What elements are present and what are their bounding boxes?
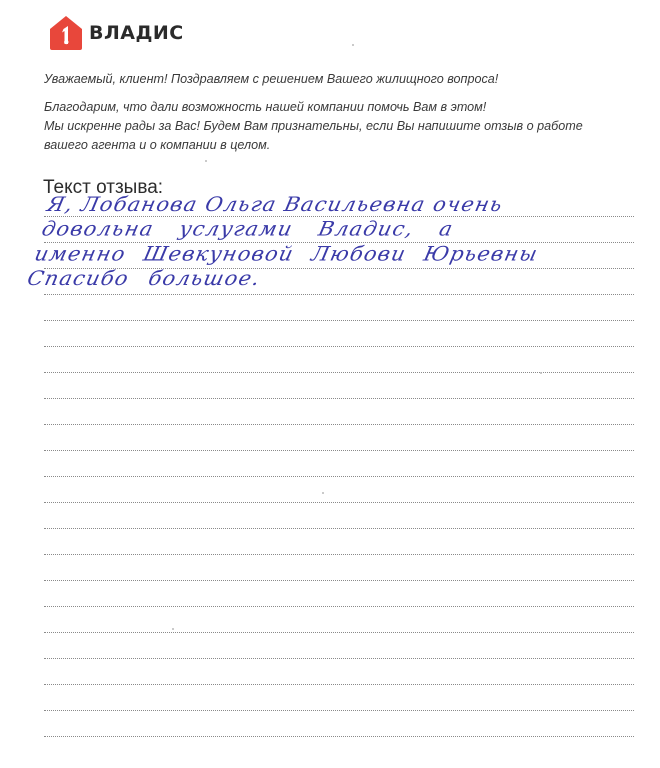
writing-line: [44, 606, 634, 607]
ruled-lines: [44, 0, 634, 768]
writing-line: [44, 372, 634, 373]
scan-speck: [172, 628, 174, 630]
writing-line: [44, 710, 634, 711]
writing-line: [44, 528, 634, 529]
request-line-continued: вашего агента и о компании в целом.: [44, 138, 271, 152]
thanks-line: Благодарим, что дали возможность нашей компании помочь Вам в этом!: [44, 100, 487, 114]
logo-wordmark: ВЛАДИС: [89, 22, 184, 44]
greeting-line: Уважаемый, клиент! Поздравляем с решением Вашего жилищного вопроса!: [44, 72, 499, 86]
writing-line: [44, 502, 634, 503]
writing-line: [44, 736, 634, 737]
writing-line: [44, 424, 634, 425]
scan-speck: [352, 44, 354, 46]
handwritten-line: именно Шевкуновой Любови Юрьевны: [32, 242, 541, 266]
writing-line: [44, 294, 634, 295]
writing-line: [44, 554, 634, 555]
writing-line: [44, 476, 634, 477]
handwritten-line: Я, Лобанова Ольга Васильевна очень: [44, 192, 506, 216]
writing-line: [44, 346, 634, 347]
scan-speck: [540, 372, 542, 374]
writing-line: [44, 320, 634, 321]
review-title: Текст отзыва:: [43, 177, 164, 198]
writing-line: [44, 658, 634, 659]
handwritten-review: [23, 192, 634, 291]
writing-line: [44, 450, 634, 451]
writing-line: [44, 398, 634, 399]
writing-line: [44, 684, 634, 685]
handwritten-line: довольна услугами Владис, а: [39, 217, 456, 241]
writing-line: [44, 580, 634, 581]
handwritten-line: Спасибо большое.: [25, 267, 263, 290]
request-line: Мы искренне рады за Вас! Будем Вам признательны, если Вы напишите отзыв о работе: [44, 119, 583, 133]
scan-speck: [322, 492, 324, 494]
writing-line: [44, 632, 634, 633]
scan-speck: [205, 160, 207, 162]
